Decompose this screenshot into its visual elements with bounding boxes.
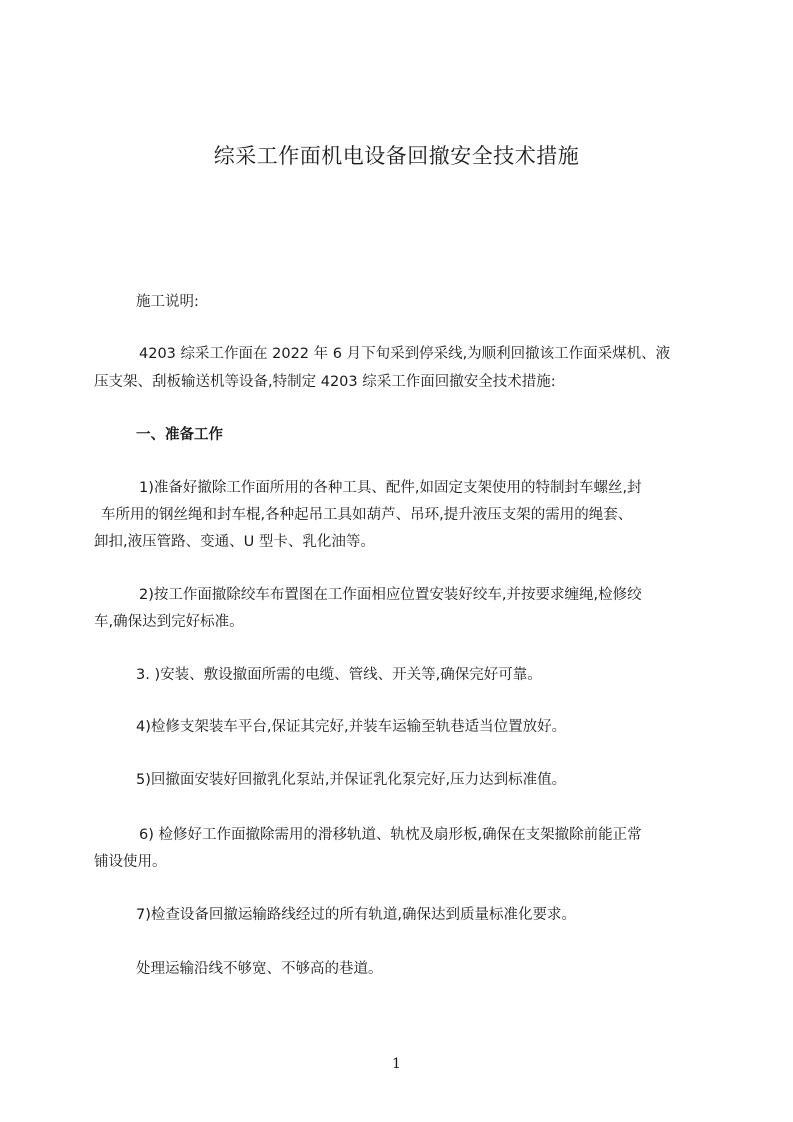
section-heading-preparation: 一、准备工作 [136, 427, 223, 443]
item-8: 处理运输沿线不够宽、不够高的巷道。 [136, 961, 383, 977]
item-1-line-2: 车所用的钢丝绳和封车棍,各种起吊工具如葫芦、吊环,提升液压支架的需用的绳套、 [101, 507, 633, 523]
document-title: 综采工作面机电设备回撤安全技术措施 [213, 144, 580, 168]
item-7: 7)检查设备回撤运输路线经过的所有轨道,确保达到质量标准化要求。 [136, 907, 576, 923]
page-number: 1 [392, 1056, 401, 1072]
intro-paragraph-line-1: 4203 综采工作面在 2022 年 6 月下旬采到停采线,为顺利回撤该工作面采煤机、液 [139, 346, 671, 362]
item-5: 5)回撤面安装好回撤乳化泵站,并保证乳化泵完好,压力达到标准值。 [136, 772, 567, 788]
intro-label: 施工说明: [136, 294, 199, 310]
item-1-line-3: 卸扣,液压管路、变通、U 型卡、乳化油等。 [94, 534, 375, 550]
item-2-line-2: 车,确保达到完好标准。 [94, 614, 244, 630]
item-1-line-1: 1)准备好撤除工作面所用的各种工具、配件,如固定支架使用的特制封车螺丝,封 [139, 480, 642, 496]
item-4: 4)检修支架装车平台,保证其完好,并装车运输至轨巷适当位置放好。 [136, 719, 567, 735]
item-3: 3. )安装、敷设撤面所需的电缆、管线、开关等,确保完好可靠。 [136, 667, 542, 683]
intro-paragraph-line-2: 压支架、刮板输送机等设备,特制定 4203 综采工作面回撤安全技术措施: [94, 374, 556, 390]
item-6-line-2: 铺设使用。 [94, 854, 167, 870]
item-6-line-1: 6) 检修好工作面撤除需用的滑移轨道、轨枕及扇形板,确保在支架撤除前能正常 [139, 827, 642, 843]
item-2-line-1: 2)按工作面撤除绞车布置图在工作面相应位置安装好绞车,并按要求缠绳,检修绞 [139, 587, 642, 603]
